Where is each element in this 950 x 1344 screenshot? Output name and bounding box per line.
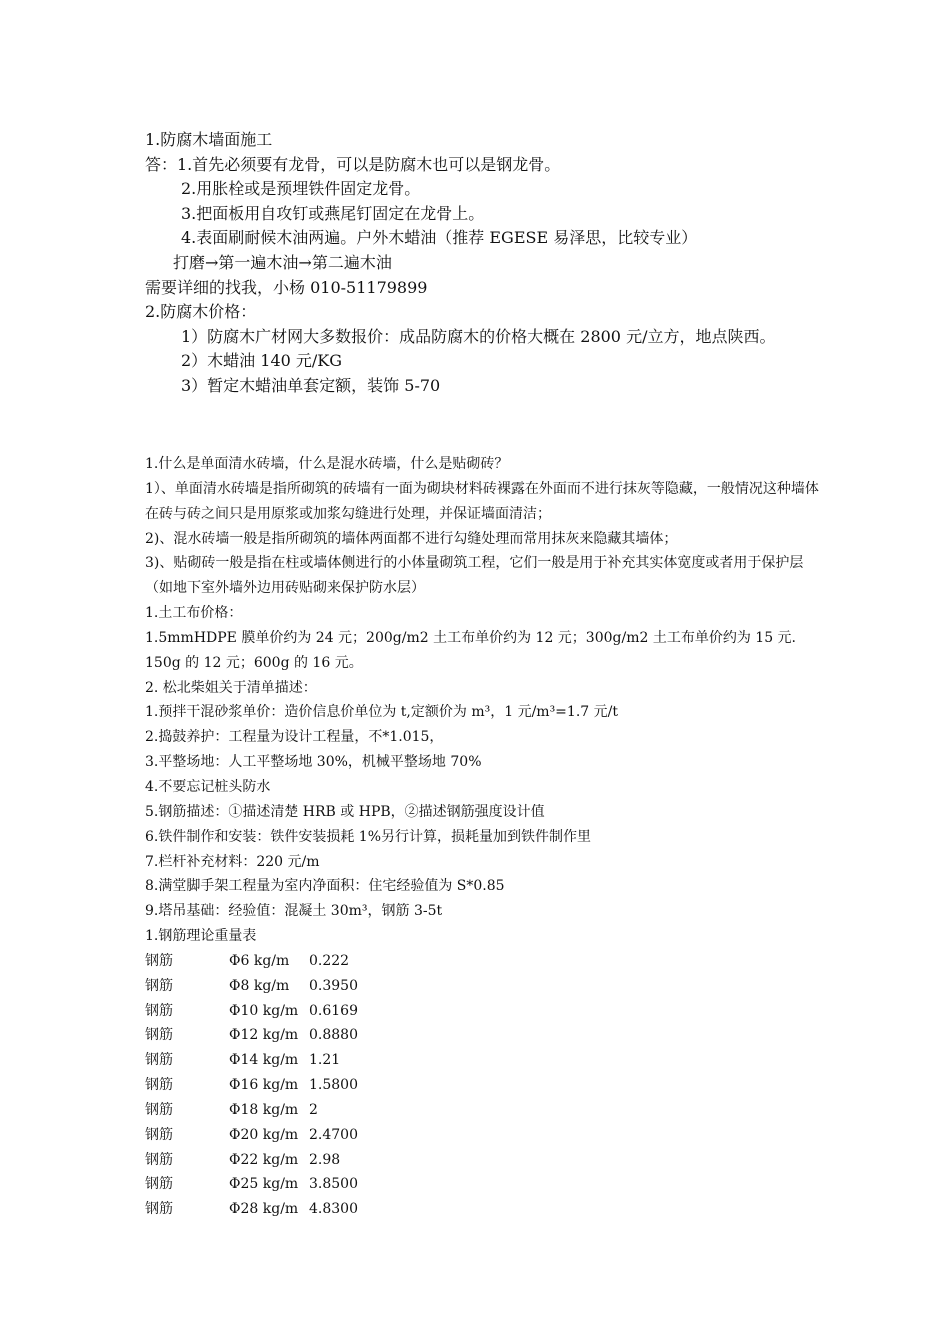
rebar-row bbox=[145, 1148, 825, 1173]
rebar-name: 钢筋 bbox=[145, 1176, 173, 1193]
rebar-row bbox=[145, 1048, 825, 1073]
rebar-name: 钢筋 bbox=[145, 1077, 173, 1094]
rebar-weight: 0.222 bbox=[309, 952, 350, 969]
rebar-weight: 3.8500 bbox=[309, 1176, 358, 1193]
process-steps: 打磨→第一遍木油→第二遍木油 bbox=[173, 252, 392, 272]
rebar-name: 钢筋 bbox=[145, 1151, 173, 1168]
contact-line: 需要详细的找我，小杨 010-51179899 bbox=[145, 277, 428, 297]
answer-paragraph-2: 2)、混水砖墙一般是指所砌筑的墙体两面都不进行勾缝处理而常用抹灰来隐藏其墙体； bbox=[145, 530, 678, 547]
rebar-weight: 2.4700 bbox=[309, 1126, 358, 1143]
rebar-table-title: 1.钢筋理论重量表 bbox=[145, 928, 257, 945]
answer-step-1: 答：1.首先必须要有龙骨，可以是防腐木也可以是钢龙骨。 bbox=[145, 154, 561, 174]
section-title: 1.防腐木墙面施工 bbox=[145, 130, 273, 149]
answer-paragraph-3: 3)、贴砌砖一般是指在柱或墙体侧进行的小体量砌筑工程，它们一般是用于补充其实体宽度或者用于保护层（如地下室外墙外边用砖贴砌来保护防水层） bbox=[145, 555, 804, 597]
rebar-row bbox=[145, 1123, 825, 1148]
rebar-name: 钢筋 bbox=[145, 1052, 173, 1069]
answer-paragraph-1: 1）、单面清水砖墙是指所砌筑的砖墙有一面为砌块材料砖裸露在外面而不进行抹灰等隐藏，一般情况这种墙体在砖与砖之间只是用原浆或加浆勾缝进行处理，并保证墙面清洁； bbox=[145, 480, 819, 522]
rebar-name: 钢筋 bbox=[145, 1027, 173, 1044]
rebar-row bbox=[145, 1172, 825, 1197]
rebar-name: 钢筋 bbox=[145, 1002, 173, 1019]
note-item: 7.栏杆补充材料：220 元/m bbox=[145, 853, 320, 870]
note-item: 6.铁件制作和安装：铁件安装损耗 1%另行计算，损耗量加到铁件制作里 bbox=[145, 828, 592, 845]
price-item-3: 3）暂定木蜡油单套定额，装饰 5-70 bbox=[181, 375, 441, 395]
rebar-row bbox=[145, 999, 825, 1024]
geotextile-text: 1.5mmHDPE 膜单价约为 24 元；200g/m2 土工布单价约为 12 元；300g/m2 土工布单价约为 15 元. 150g 的 12 元；600g 的 16 元。 bbox=[145, 629, 796, 671]
rebar-name: 钢筋 bbox=[145, 1126, 173, 1143]
note-item: 9.塔吊基础：经验值：混凝土 30m³，钢筋 3-5t bbox=[145, 903, 443, 920]
rebar-spec: Φ20 kg/m bbox=[229, 1126, 299, 1143]
rebar-spec: Φ12 kg/m bbox=[229, 1027, 299, 1044]
question-title: 1.什么是单面清水砖墙，什么是混水砖墙，什么是贴砌砖？ bbox=[145, 456, 509, 472]
rebar-name: 钢筋 bbox=[145, 1201, 173, 1218]
price-item-2: 2）木蜡油 140 元/KG bbox=[181, 351, 343, 371]
section-wood-wall bbox=[145, 128, 825, 399]
rebar-weight: 0.8880 bbox=[309, 1027, 358, 1044]
rebar-name: 钢筋 bbox=[145, 1101, 173, 1118]
rebar-spec: Φ16 kg/m bbox=[229, 1077, 299, 1094]
rebar-weight: 2 bbox=[309, 1101, 318, 1118]
price-item-1: 1）防腐木广材网大多数报价：成品防腐木的价格大概在 2800 元/立方，地点陕西。 bbox=[181, 326, 776, 346]
answer-step-2: 2.用胀栓或是预埋铁件固定龙骨。 bbox=[181, 179, 421, 199]
rebar-spec: Φ28 kg/m bbox=[229, 1201, 299, 1218]
rebar-spec: Φ25 kg/m bbox=[229, 1176, 299, 1193]
note-item: 3.平整场地：人工平整场地 30%，机械平整场地 70% bbox=[145, 754, 482, 771]
price-title: 2.防腐木价格： bbox=[145, 302, 257, 322]
section-notes bbox=[145, 452, 825, 1222]
note-item: 8.满堂脚手架工程量为室内净面积：住宅经验值为 S*0.85 bbox=[145, 878, 505, 895]
rebar-weight: 2.98 bbox=[309, 1151, 341, 1168]
rebar-spec: Φ8 kg/m bbox=[229, 977, 290, 994]
rebar-weight: 1.5800 bbox=[309, 1077, 358, 1094]
rebar-spec: Φ10 kg/m bbox=[229, 1002, 299, 1019]
rebar-row bbox=[145, 1073, 825, 1098]
note-item: 5.钢筋描述：①描述清楚 HRB 或 HPB，②描述钢筋强度设计值 bbox=[145, 803, 545, 820]
geotextile-title: 1.土工布价格： bbox=[145, 605, 243, 622]
rebar-row bbox=[145, 1197, 825, 1222]
note-item: 4.不要忘记桩头防水 bbox=[145, 778, 271, 795]
answer-step-3: 3.把面板用自攻钉或燕尾钉固定在龙骨上。 bbox=[181, 203, 485, 223]
rebar-row bbox=[145, 1023, 825, 1048]
rebar-row bbox=[145, 949, 825, 974]
rebar-row bbox=[145, 1098, 825, 1123]
rebar-spec: Φ6 kg/m bbox=[229, 952, 290, 969]
note-item: 2.捣鼓养护：工程量为设计工程量，不*1.015， bbox=[145, 729, 444, 746]
rebar-weight: 0.6169 bbox=[309, 1002, 358, 1019]
rebar-name: 钢筋 bbox=[145, 977, 173, 994]
rebar-weight: 1.21 bbox=[309, 1052, 341, 1069]
rebar-spec: Φ18 kg/m bbox=[229, 1101, 299, 1118]
rebar-weight: 0.3950 bbox=[309, 977, 358, 994]
rebar-row bbox=[145, 974, 825, 999]
rebar-spec: Φ22 kg/m bbox=[229, 1151, 299, 1168]
rebar-name: 钢筋 bbox=[145, 952, 173, 969]
answer-step-4: 4.表面刷耐候木油两遍。户外木蜡油（推荐 EGESE 易泽思，比较专业） bbox=[181, 228, 698, 248]
notes-title: 2. 松北柴姐关于清单描述： bbox=[145, 679, 317, 696]
note-item: 1.预拌干混砂浆单价：造价信息价单位为 t,定额价为 m³，1 元/m³=1.7 元/t bbox=[145, 704, 618, 721]
rebar-weight: 4.8300 bbox=[309, 1201, 358, 1218]
rebar-spec: Φ14 kg/m bbox=[229, 1052, 299, 1069]
